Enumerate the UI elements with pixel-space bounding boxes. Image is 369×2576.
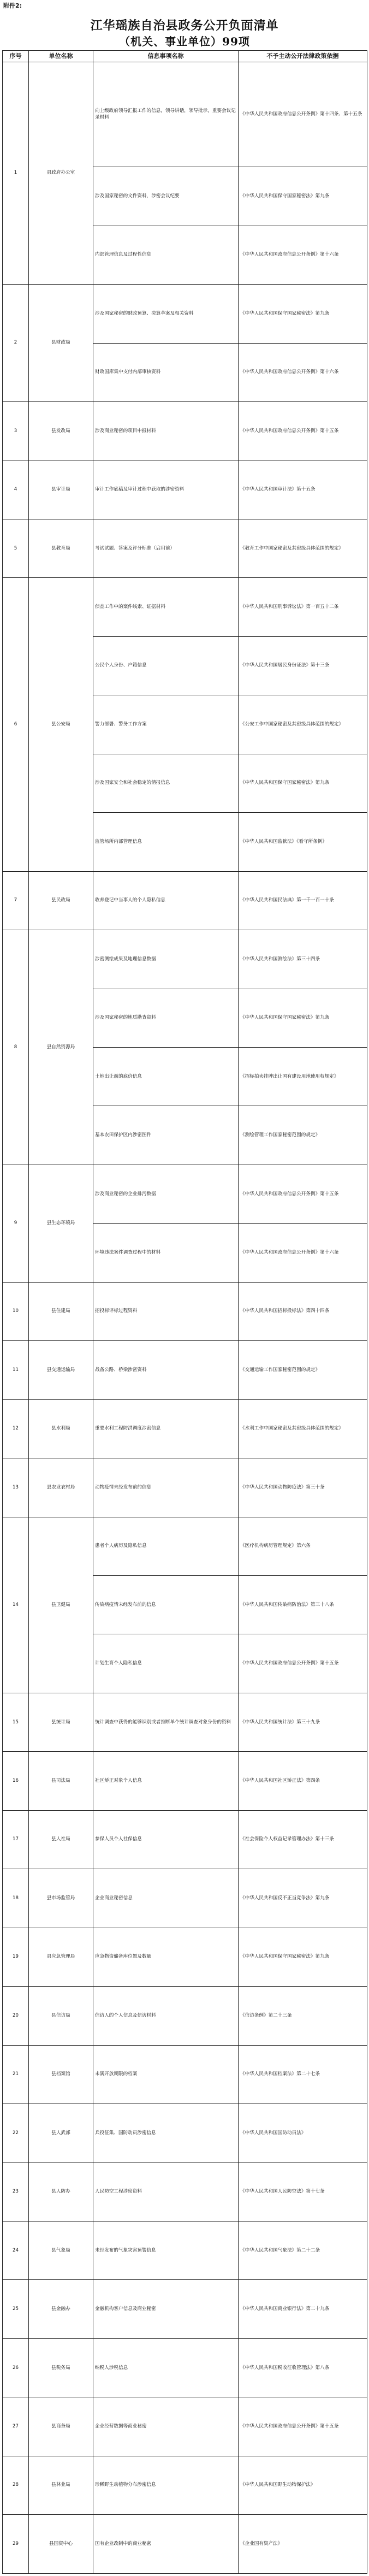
table-row (3, 2515, 367, 2574)
legal-basis: 《中华人民共和国反不正当竞争法》第九条 (239, 1869, 367, 1928)
table-row (3, 1517, 367, 1575)
legal-basis: 《中华人民共和国居民身份证法》第十三条 (239, 636, 367, 695)
row-number: 7 (3, 871, 29, 930)
legal-basis: 《中华人民共和国保守国家秘密法》第九条 (239, 1928, 367, 1986)
info-item: 土地出让前的底价信息 (93, 1047, 239, 1106)
table-row (3, 2104, 367, 2163)
legal-basis: 《中华人民共和国政府信息公开条例》第十四条、第十五条 (239, 62, 367, 167)
info-item: 考试试题、答案及评分标准（启用前） (93, 519, 239, 577)
table-row (3, 2163, 367, 2221)
unit-name: 县农业农村局 (29, 1458, 93, 1517)
row-number: 5 (3, 519, 29, 577)
unit-name: 县人武部 (29, 2104, 93, 2163)
legal-basis: 《中华人民共和国测绘法》第三十四条 (239, 930, 367, 989)
info-item: 纳税人涉税信息 (93, 2338, 239, 2397)
info-item: 人民防空工程涉密资料 (93, 2163, 239, 2221)
row-number: 11 (3, 1341, 29, 1399)
document-title: 江华瑶族自治县政务公开负面清单 (90, 19, 279, 33)
unit-name: 县财政局 (29, 285, 93, 402)
info-item: 侦查工作中的案件线索、证据材料 (93, 578, 239, 636)
info-item: 涉及国家安全和社会稳定的情报信息 (93, 754, 239, 812)
legal-basis: 《中华人民共和国政府信息公开条例》第十六条 (239, 343, 367, 401)
info-item: 监管场所内部管理信息 (93, 813, 239, 871)
legal-basis: 《中华人民共和国招标投标法》第四十四条 (239, 1282, 367, 1340)
legal-basis: 《中华人民共和国审计法》第十五条 (239, 460, 367, 519)
info-item: 应急物资储备库位置及数量 (93, 1928, 239, 1986)
info-item: 动物疫情未经发布前的信息 (93, 1458, 239, 1517)
document-subtitle: （机关、事业单位）99项 (119, 35, 250, 48)
unit-name: 县教育局 (29, 519, 93, 577)
info-item: 内部管理信息及过程性信息 (93, 226, 239, 284)
row-number: 20 (3, 1987, 29, 2045)
row-number: 19 (3, 1928, 29, 1986)
unit-name: 县卫健局 (29, 1517, 93, 1693)
info-item: 参保人员个人社保信息 (93, 1810, 239, 1869)
row-number: 23 (3, 2163, 29, 2221)
table-row (3, 1458, 367, 1517)
unit-name: 县人社局 (29, 1810, 93, 1869)
negative-list-table (2, 50, 367, 2574)
unit-name: 县发改局 (29, 401, 93, 460)
table-row (3, 930, 367, 989)
row-number: 3 (3, 401, 29, 460)
unit-name: 县信访局 (29, 1987, 93, 2045)
table-row (3, 1752, 367, 1810)
info-item: 传染病疫情未经发布前的信息 (93, 1576, 239, 1634)
info-item: 审计工作底稿及审计过程中获取的涉密资料 (93, 460, 239, 519)
row-number: 27 (3, 2397, 29, 2456)
table-row (3, 1987, 367, 2045)
legal-basis: 《公安工作中国家秘密及其密级具体范围的规定》 (239, 695, 367, 754)
info-item: 警力部署、警务工作方案 (93, 695, 239, 754)
legal-basis: 《中华人民共和国统计法》第三十九条 (239, 1693, 367, 1751)
info-item: 公民个人身份、户籍信息 (93, 636, 239, 695)
unit-name: 县金融办 (29, 2280, 93, 2338)
info-item: 涉及商业秘密的项目申报材料 (93, 401, 239, 460)
legal-basis: 《中华人民共和国野生动物保护法》 (239, 2456, 367, 2514)
table-row (3, 578, 367, 636)
info-item: 招投标评标过程资料 (93, 1282, 239, 1340)
table-row (3, 1869, 367, 1928)
row-number: 13 (3, 1458, 29, 1517)
unit-name: 县水利局 (29, 1399, 93, 1458)
info-item: 重要水利工程防洪调度涉密信息 (93, 1399, 239, 1458)
unit-name: 县司法局 (29, 1752, 93, 1810)
unit-name: 县自然资源局 (29, 930, 93, 1165)
legal-basis: 《交通运输工作国家秘密范围的规定》 (239, 1341, 367, 1399)
legal-basis: 《水利工作中国家秘密及其密级具体范围的规定》 (239, 1399, 367, 1458)
info-item: 统计调查中获得的能够识别或者推断单个统计调查对象身份的资料 (93, 1693, 239, 1751)
info-item: 涉及国家秘密的财政预算、决算草案及相关资料 (93, 285, 239, 343)
legal-basis: 《中华人民共和国政府信息公开条例》第十六条 (239, 226, 367, 284)
legal-basis: 《中华人民共和国档案法》第二十七条 (239, 2045, 367, 2104)
unit-name: 县住建局 (29, 1282, 93, 1340)
table-row (3, 1341, 367, 1399)
unit-name: 县商务局 (29, 2397, 93, 2456)
table-row (3, 2397, 367, 2456)
legal-basis: 《中华人民共和国动物防疫法》第三十条 (239, 1458, 367, 1517)
row-number: 26 (3, 2338, 29, 2397)
unit-name: 县档案馆 (29, 2045, 93, 2104)
legal-basis: 《信访条例》第二十三条 (239, 1987, 367, 2045)
table-row (3, 2338, 367, 2397)
row-number: 21 (3, 2045, 29, 2104)
legal-basis: 《中华人民共和国政府信息公开条例》第十六条 (239, 1224, 367, 1282)
unit-name: 县交通运输局 (29, 1341, 93, 1399)
info-item: 战备公路、桥梁涉密资料 (93, 1341, 239, 1399)
row-number: 10 (3, 1282, 29, 1340)
row-number: 2 (3, 285, 29, 402)
info-item: 社区矫正对象个人信息 (93, 1752, 239, 1810)
table-body (3, 62, 367, 2574)
header-basis: 不予主动公开法律政策依据 (239, 51, 367, 62)
legal-basis: 《测绘管理工作国家秘密范围的规定》 (239, 1106, 367, 1165)
unit-name: 县公安局 (29, 578, 93, 871)
info-item: 财政国库集中支付内部审核资料 (93, 343, 239, 401)
table-row (3, 2221, 367, 2280)
legal-basis: 《中华人民共和国传染病防治法》第三十八条 (239, 1576, 367, 1634)
row-number: 14 (3, 1517, 29, 1693)
row-number: 1 (3, 62, 29, 285)
row-number: 4 (3, 460, 29, 519)
info-item: 基本农田保护区内涉密图件 (93, 1106, 239, 1165)
legal-basis: 《医疗机构病历管理规定》第六条 (239, 1517, 367, 1575)
info-item: 企业商业秘密信息 (93, 1869, 239, 1928)
unit-name: 县统计局 (29, 1693, 93, 1751)
table-row (3, 460, 367, 519)
row-number: 25 (3, 2280, 29, 2338)
legal-basis: 《中华人民共和国商业银行法》第二十九条 (239, 2280, 367, 2338)
table-row (3, 285, 367, 343)
row-number: 9 (3, 1165, 29, 1282)
legal-basis: 《中华人民共和国保守国家秘密法》第九条 (239, 754, 367, 812)
unit-name: 县税务局 (29, 2338, 93, 2397)
row-number: 16 (3, 1752, 29, 1810)
row-number: 15 (3, 1693, 29, 1751)
info-item: 珍稀野生动植物分布涉密信息 (93, 2456, 239, 2514)
unit-name: 县审计局 (29, 460, 93, 519)
unit-name: 县人防办 (29, 2163, 93, 2221)
table-row (3, 871, 367, 930)
unit-name: 县气象局 (29, 2221, 93, 2280)
info-item: 涉及国家秘密的地质勘查资料 (93, 989, 239, 1047)
unit-name: 县民政局 (29, 871, 93, 930)
legal-basis: 《中华人民共和国刑事诉讼法》第一百五十二条 (239, 578, 367, 636)
legal-basis: 《社会保险个人权益记录管理办法》第十三条 (239, 1810, 367, 1869)
info-item: 未满开放期限的档案 (93, 2045, 239, 2104)
legal-basis: 《企业国有资产法》 (239, 2515, 367, 2574)
row-number: 28 (3, 2456, 29, 2514)
legal-basis: 《中华人民共和国政府信息公开条例》第十五条 (239, 2397, 367, 2456)
info-item: 向上级政府领导汇报工作的信息，领导讲话，领导批示，重要会议记录材料 (93, 62, 239, 167)
legal-basis: 《中华人民共和国税收征收管理法》第八条 (239, 2338, 367, 2397)
info-item: 计划生育个人隐私信息 (93, 1634, 239, 1693)
unit-name: 县市场监管局 (29, 1869, 93, 1928)
legal-basis: 《中华人民共和国气象法》第二十二条 (239, 2221, 367, 2280)
legal-basis: 《招标拍卖挂牌出让国有建设用地使用权规定》 (239, 1047, 367, 1106)
unit-name: 县林业局 (29, 2456, 93, 2514)
header-unit: 单位名称 (29, 51, 93, 62)
legal-basis: 《中华人民共和国政府信息公开条例》第十五条 (239, 401, 367, 460)
legal-basis: 《中华人民共和国政府信息公开条例》第十五条 (239, 1165, 367, 1223)
row-number: 22 (3, 2104, 29, 2163)
table-row (3, 1282, 367, 1340)
unit-name: 县政府办公室 (29, 62, 93, 285)
table-row (3, 519, 367, 577)
info-item: 企业经营数据等商业秘密 (93, 2397, 239, 2456)
legal-basis: 《中华人民共和国人民防空法》第十七条 (239, 2163, 367, 2221)
info-item: 涉密测绘成果及地理信息数据 (93, 930, 239, 989)
info-item: 兵役征集、国防动员涉密信息 (93, 2104, 239, 2163)
table-row (3, 1165, 367, 1223)
header-item: 信息事项名称 (93, 51, 239, 62)
legal-basis: 《中华人民共和国保守国家秘密法》第九条 (239, 285, 367, 343)
table-row (3, 1810, 367, 1869)
row-number: 29 (3, 2515, 29, 2574)
legal-basis: 《中华人民共和国政府信息公开条例》第十五条 (239, 1634, 367, 1693)
legal-basis: 《中华人民共和国保守国家秘密法》第九条 (239, 989, 367, 1047)
row-number: 6 (3, 578, 29, 871)
table-row (3, 1399, 367, 1458)
legal-basis: 《中华人民共和国民法典》第一千一百一十条 (239, 871, 367, 930)
info-item: 国有企业改制中的商业秘密 (93, 2515, 239, 2574)
unit-name: 县国资中心 (29, 2515, 93, 2574)
unit-name: 县生态环境局 (29, 1165, 93, 1282)
info-item: 未经发布的气象灾害预警信息 (93, 2221, 239, 2280)
legal-basis: 《中华人民共和国保守国家秘密法》第九条 (239, 167, 367, 226)
info-item: 涉及国家秘密的文件资料，涉密会议纪要 (93, 167, 239, 226)
unit-name: 县应急管理局 (29, 1928, 93, 1986)
info-item: 患者个人病历及隐私信息 (93, 1517, 239, 1575)
table-row (3, 1693, 367, 1751)
legal-basis: 《中华人民共和国监狱法》《看守所条例》 (239, 813, 367, 871)
row-number: 24 (3, 2221, 29, 2280)
row-number: 12 (3, 1399, 29, 1458)
header-no: 序号 (3, 51, 29, 62)
attachment-label: 附件2: (3, 2, 22, 9)
row-number: 18 (3, 1869, 29, 1928)
table-row (3, 401, 367, 460)
table-row (3, 2456, 367, 2514)
table-row (3, 2045, 367, 2104)
row-number: 8 (3, 930, 29, 1165)
table-row (3, 1928, 367, 1986)
legal-basis: 《中华人民共和国国防动员法》 (239, 2104, 367, 2163)
legal-basis: 《中华人民共和国社区矫正法》第四条 (239, 1752, 367, 1810)
info-item: 信访人的个人信息及信访材料 (93, 1987, 239, 2045)
info-item: 收养登记中当事人的个人隐私信息 (93, 871, 239, 930)
info-item: 金融机构客户信息及商业秘密 (93, 2280, 239, 2338)
legal-basis: 《教育工作中国家秘密及其密级具体范围的规定》 (239, 519, 367, 577)
info-item: 涉及商业秘密的企业排污数据 (93, 1165, 239, 1223)
table-row (3, 2280, 367, 2338)
table-row (3, 62, 367, 167)
info-item: 环境违法案件调查过程中的材料 (93, 1224, 239, 1282)
table-header-row (3, 51, 367, 62)
row-number: 17 (3, 1810, 29, 1869)
